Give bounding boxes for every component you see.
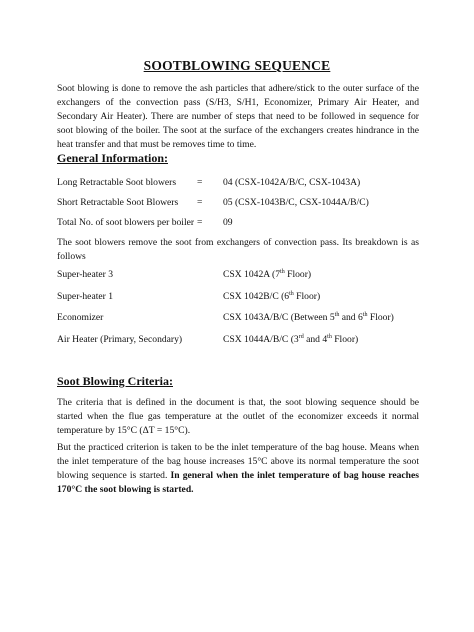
info-label: Total No. of soot blowers per boiler bbox=[57, 217, 195, 228]
info-equals: = bbox=[197, 217, 203, 228]
breakdown-label: Super-heater 1 bbox=[57, 291, 114, 302]
criteria-text: But the practiced criterion is taken to be the inlet temperature of the bag house. Means when the inlet temperature of the bag house increases 15°C above its normal temperature the soot blowing sequence is started. bbox=[57, 442, 419, 481]
general-info-heading: General Information: bbox=[57, 151, 168, 165]
breakdown-value: CSX 1044A/B/C (3rd and 4th Floor) bbox=[223, 334, 359, 345]
info-value: 09 bbox=[223, 217, 233, 228]
info-equals: = bbox=[197, 177, 203, 188]
info-label: Short Retractable Soot Blowers bbox=[57, 197, 179, 208]
breakdown-row bbox=[57, 311, 427, 325]
criteria-paragraph-1: The criteria that is defined in the document is that, the soot blowing sequence should be started when the flue gas temperature at the outlet of the economizer exceeds it normal temperature by 15°C (ΔT = 15°C). bbox=[57, 397, 419, 436]
breakdown-value: CSX 1042A (7th Floor) bbox=[223, 269, 312, 280]
page-title: SOOTBLOWING SEQUENCE bbox=[143, 58, 331, 73]
breakdown-row bbox=[57, 268, 427, 282]
breakdown-label: Economizer bbox=[57, 312, 104, 323]
breakdown-intro: The soot blowers remove the soot from exchangers of convection pass. Its breakdown is as follows bbox=[57, 237, 419, 262]
criteria-paragraph-2 bbox=[57, 441, 419, 497]
info-row bbox=[57, 216, 427, 230]
info-label: Long Retractable Soot blowers bbox=[57, 177, 177, 188]
info-value: 04 (CSX-1042A/B/C, CSX-1043A) bbox=[223, 177, 361, 188]
breakdown-value: CSX 1043A/B/C (Between 5th and 6th Floor) bbox=[223, 312, 394, 323]
criteria-heading: Soot Blowing Criteria: bbox=[57, 374, 173, 388]
info-value: 05 (CSX-1043B/C, CSX-1044A/B/C) bbox=[223, 197, 369, 208]
info-equals: = bbox=[197, 197, 203, 208]
criteria-emphasis: In general when the inlet temperature of bag house reaches 170°C the soot blowing is started. bbox=[57, 470, 419, 495]
breakdown-value: CSX 1042B/C (6th Floor) bbox=[223, 291, 321, 302]
info-row bbox=[57, 176, 427, 190]
breakdown-row bbox=[57, 290, 427, 304]
breakdown-label: Air Heater (Primary, Secondary) bbox=[57, 334, 183, 345]
intro-paragraph: Soot blowing is done to remove the ash particles that adhere/stick to the outer surface of the exchangers of the convection pass (S/H3, S/H1, Economizer, Primary Air Heater, and Secondary Air Heater). There are number of steps that need to be followed in sequence for soot blowing of the boiler. The soot at the surface of the exchangers creates hindrance in the heat transfer and that must be removes time to time. bbox=[57, 83, 419, 150]
breakdown-label: Super-heater 3 bbox=[57, 269, 114, 280]
info-row bbox=[57, 196, 427, 210]
breakdown-row bbox=[57, 333, 427, 347]
